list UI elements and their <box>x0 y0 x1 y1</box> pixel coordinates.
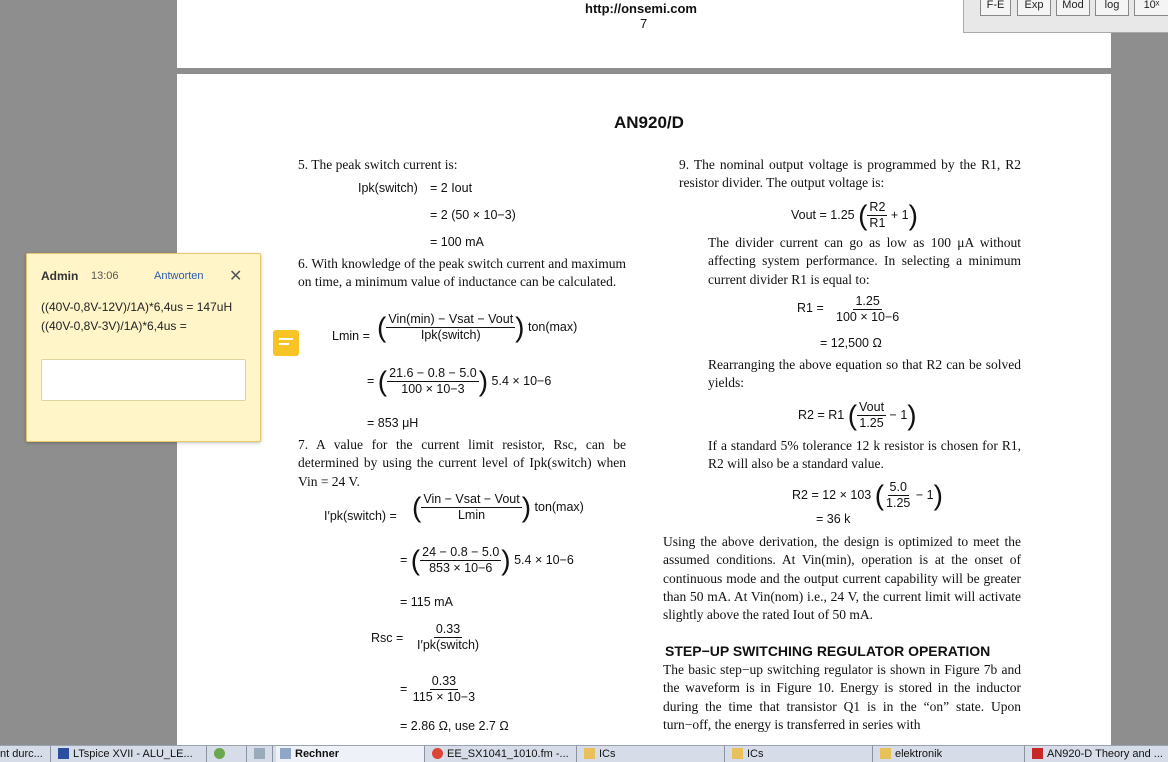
folder-icon <box>584 748 595 759</box>
eq-ipk2-frac1: ( $\frac{\text{Vin − Vsat − Vout}}{Lmin}$ ) ton(max) <box>412 491 584 523</box>
eq-r1-frac: $\frac{1.25}{100 \times 10-6}$ <box>836 294 900 324</box>
eq-vout: Vout = 1.25 ( $\frac{R2}{R1}$ + 1) <box>791 199 918 231</box>
taskbar-item-chrome[interactable]: EE_SX1041_1010.fm -... <box>428 746 577 762</box>
folder-icon <box>732 748 743 759</box>
section-heading: STEP−UP SWITCHING REGULATOR OPERATION <box>665 643 991 659</box>
tolerance-paragraph: If a standard 5% tolerance 12 k resistor is chosen for R1, R2 will also be a standard value. <box>708 438 1021 472</box>
taskbar-item-rechner[interactable]: Rechner <box>276 746 425 762</box>
eq-rsc-frac1: $\frac{0.33}{\text{I′pk(switch)}}$ <box>417 622 480 652</box>
eq-r1-lhs: R1 = <box>797 301 824 315</box>
taskbar-item-folder-ics-2[interactable]: ICs <box>728 746 873 762</box>
taskbar-item-app[interactable] <box>210 746 247 762</box>
taskbar-item-blank[interactable] <box>250 746 273 762</box>
eq-rsc-result: = 2.86 Ω, use 2.7 Ω <box>400 719 509 733</box>
calc-log-button[interactable]: log <box>1095 0 1129 16</box>
eq-r1-result: = 12,500 Ω <box>820 336 882 350</box>
taskbar-item-folder-elektronik[interactable]: elektronik <box>876 746 1025 762</box>
calc-mod-button[interactable]: Mod <box>1056 0 1090 16</box>
stepup-paragraph: The basic step−up switching regulator is shown in Figure 7b and the waveform is in Figure 10. Energy is stored in the inductor during the time that transistor Q1 is in the “on” state. Upon turn−off, the energy is transferred in series with <box>663 662 1021 732</box>
design-paragraph: Using the above derivation, the design is optimized to meet the assumed conditions. At Vin(min), operation is at the onset of continuous mode and the output current capability will be greater than 50 mA. At Vin(nom) i.e., 24 V, the current limit will activate slightly above the rated Iout of 50 mA. <box>663 534 1021 623</box>
page-footer-number: 7 <box>640 16 648 31</box>
eq-r2: R2 = R1 ( $\frac{\text{Vout}}{1.25}$ − 1) <box>798 399 917 431</box>
eq-r2b-result: = 36 k <box>816 512 851 526</box>
eq-ipk2-frac2: = ( $\frac{24 - 0.8 - 5.0}{853 \times 10-6}$ ) 5.4 × 10−6 <box>400 544 574 576</box>
folder-icon <box>880 748 891 759</box>
comment-text: ((40V-0,8V-12V)/1A)*6,4us = 147uH ((40V-0,8V-3V)/1A)*6,4us = <box>41 300 233 333</box>
eq-rsc-frac2: = $\frac{0.33}{115 \times 10-3}$ <box>400 674 476 704</box>
taskbar-item-folder-ics[interactable]: ICs <box>580 746 725 762</box>
comment-time: 13:06 <box>91 270 119 282</box>
calculator-window <box>963 0 1168 33</box>
divider-paragraph: The divider current can go as low as 100 μA without affecting system performance. In selecting a minimum current divider R1 is equal to: <box>708 235 1021 287</box>
eq-ipk-lhs: Ipk(switch) <box>358 181 418 195</box>
eq-ipk-rhs: = 2 Iout <box>430 181 473 195</box>
calculator-icon <box>280 748 291 759</box>
calc-fe-button[interactable]: F-E <box>980 0 1011 16</box>
rearrange-paragraph: Rearranging the above equation so that R2 can be solved yields: <box>708 357 1021 391</box>
close-icon[interactable]: ✕ <box>229 268 243 285</box>
eq-lmin-frac2: = ( $\frac{21.6 - 0.8 - 5.0}{100 \times 10-3}$ ) 5.4 × 10−6 <box>367 365 552 397</box>
ltspice-icon <box>58 748 69 759</box>
eq-lmin-frac1: ( $\frac{\text{Vin(min) − Vsat − Vout}}{\text{Ipk(switch)}}$ ) ton(max) <box>377 311 578 343</box>
eq-ipk-result: = 100 mA <box>430 235 484 249</box>
item9-text: 9. The nominal output voltage is programmed by the R1, R2 resistor divider. The output voltage is: <box>679 157 1021 191</box>
doc-title: AN920/D <box>614 113 684 132</box>
pdf-icon <box>1032 748 1043 759</box>
comment-author: Admin <box>41 269 79 283</box>
eq-lmin-result: = 853 μH <box>367 416 419 430</box>
eq-ipk-step2: = 2 (50 × 10−3) <box>430 208 516 222</box>
page-footer-url: http://onsemi.com <box>585 1 697 16</box>
window-icon <box>254 748 265 759</box>
comment-note-icon[interactable] <box>273 330 299 356</box>
taskbar <box>0 745 1168 762</box>
item7-text: 7. A value for the current limit resistor, Rsc, can be determined by using the current level of Ipk(switch) when Vin = 24 V. <box>298 437 626 489</box>
item6-text: 6. With knowledge of the peak switch current and maximum on time, a minimum value of inductance can be calculated. <box>298 256 626 290</box>
comment-reply-link[interactable]: Antworten <box>154 270 204 282</box>
calc-pow10-button[interactable]: 10ˣ <box>1134 0 1168 16</box>
item5-text: 5. The peak switch current is: <box>298 157 458 172</box>
calc-exp-button[interactable]: Exp <box>1017 0 1051 16</box>
taskbar-item-ltspice[interactable]: LTspice XVII - ALU_LE... <box>54 746 207 762</box>
taskbar-item[interactable]: nt durc... <box>0 746 51 762</box>
eq-ipk2-lhs: I′pk(switch) = <box>324 509 397 523</box>
taskbar-item-pdf[interactable]: AN920-D Theory and ... <box>1028 746 1168 762</box>
app-icon <box>214 748 225 759</box>
current-page <box>177 74 1111 745</box>
eq-ipk2-result: = 115 mA <box>400 595 453 609</box>
chrome-icon <box>432 748 443 759</box>
comment-reply-input[interactable] <box>41 359 246 401</box>
eq-r2b: R2 = 12 × 103 ( $\frac{5.0}{1.25}$ − 1) <box>792 479 943 511</box>
eq-rsc-lhs: Rsc = <box>371 631 404 645</box>
comment-popup <box>26 253 261 442</box>
eq-lmin-lhs: Lmin = <box>332 329 370 343</box>
